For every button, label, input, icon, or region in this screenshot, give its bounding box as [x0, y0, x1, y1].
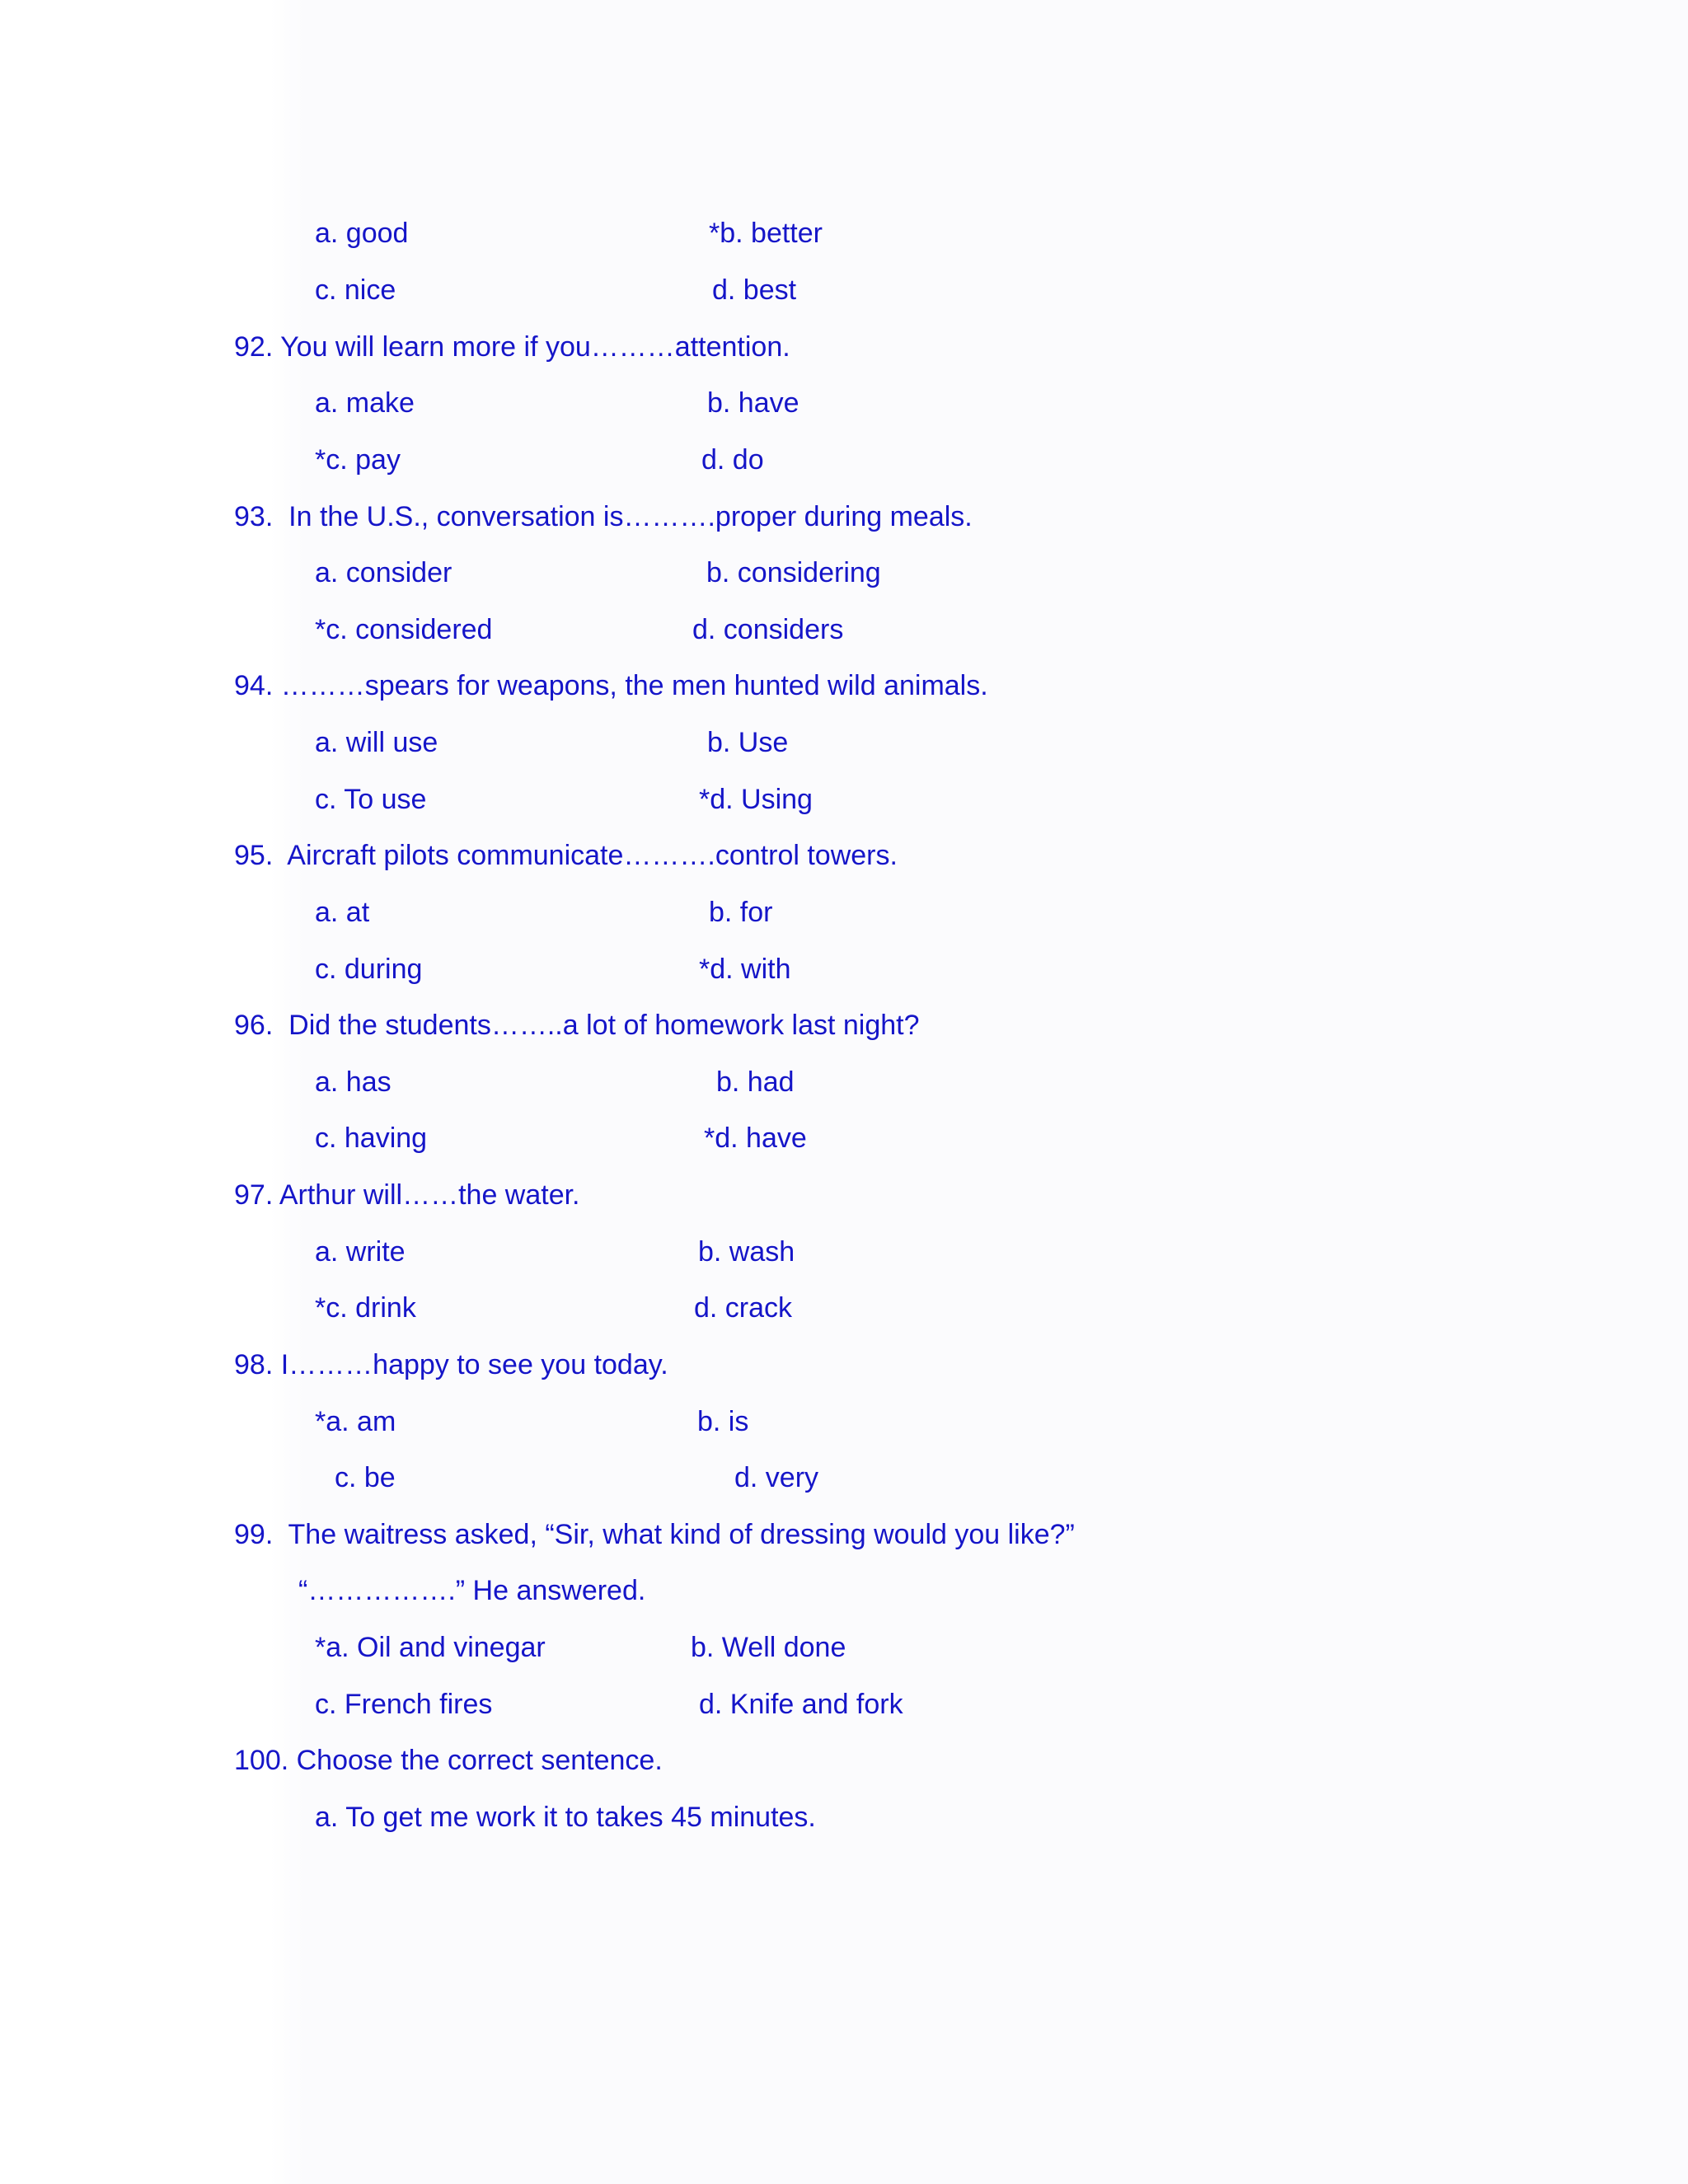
option-a: a. has: [315, 1066, 392, 1098]
option-a: a. To get me work it to takes 45 minutes.: [315, 1802, 816, 1833]
question-100: 100. Choose the correct sentence.: [234, 1745, 663, 1776]
question-99-continuation: “…………….” He answered.: [298, 1575, 646, 1606]
option-b: b. for: [709, 897, 773, 928]
option-a: a. at: [315, 897, 370, 928]
option-b: b. had: [716, 1066, 795, 1098]
option-b: b. Well done: [691, 1632, 846, 1663]
option-d: *d. Using: [699, 784, 813, 815]
option-b: *b. better: [709, 218, 823, 249]
option-a: a. consider: [315, 557, 452, 588]
option-a: a. make: [315, 387, 415, 419]
question-98: 98. I………happy to see you today.: [234, 1349, 668, 1380]
option-d: d. crack: [694, 1292, 793, 1324]
option-c: c. To use: [315, 784, 427, 815]
option-d: d. Knife and fork: [699, 1689, 903, 1720]
option-c: c. be: [335, 1462, 396, 1493]
question-94: 94. ………spears for weapons, the men hunted wild animals.: [234, 670, 988, 701]
question-95: 95. Aircraft pilots communicate……….control towers.: [234, 840, 898, 871]
option-d: d. considers: [692, 614, 844, 645]
option-c: *c. drink: [315, 1292, 416, 1324]
option-a: a. good: [315, 218, 409, 249]
option-b: b. Use: [707, 727, 789, 758]
option-c: *c. considered: [315, 614, 493, 645]
option-d: d. very: [734, 1462, 819, 1493]
option-c: *c. pay: [315, 444, 401, 476]
option-d: *d. with: [699, 954, 791, 985]
option-b: b. is: [697, 1406, 749, 1437]
option-a: *a. am: [315, 1406, 396, 1437]
question-96: 96. Did the students……..a lot of homework last night?: [234, 1010, 920, 1041]
question-99: 99. The waitress asked, “Sir, what kind of dressing would you like?”: [234, 1519, 1075, 1550]
option-d: d. best: [712, 274, 797, 306]
option-a: a. write: [315, 1236, 406, 1268]
option-d: d. do: [701, 444, 764, 476]
option-d: *d. have: [704, 1122, 807, 1154]
option-c: c. French fires: [315, 1689, 493, 1720]
option-b: b. have: [707, 387, 799, 419]
option-b: b. considering: [706, 557, 881, 588]
option-c: c. having: [315, 1122, 428, 1154]
question-93: 93. In the U.S., conversation is……….proper during meals.: [234, 501, 973, 532]
option-a: *a. Oil and vinegar: [315, 1632, 546, 1663]
question-97: 97. Arthur will……the water.: [234, 1179, 580, 1211]
option-b: b. wash: [698, 1236, 795, 1268]
option-a: a. will use: [315, 727, 438, 758]
option-c: c. nice: [315, 274, 396, 306]
question-92: 92. You will learn more if you………attention.: [234, 331, 790, 363]
option-c: c. during: [315, 954, 423, 985]
